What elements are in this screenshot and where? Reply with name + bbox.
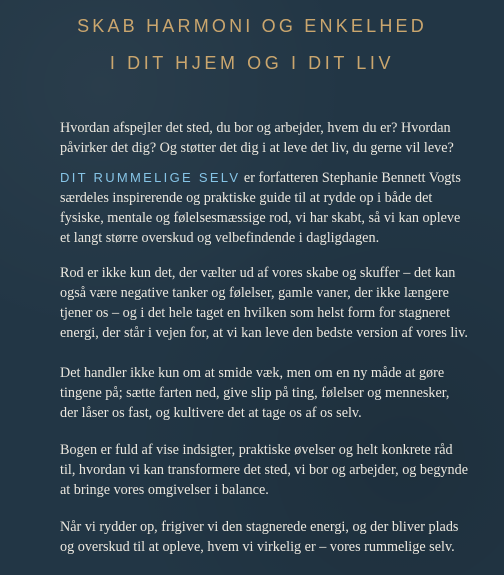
paragraph-intro-text: Hvordan afspejler det sted, du bor og arbejder, hvem du er? Hvordan påvirker det dig? Og støtter det dig i at leve det liv, du gerne vil leve? xyxy=(60,120,454,156)
paragraph-clutter-text: Rod er ikke kun det, der vælter ud af vores skabe og skuffer – det kan også være negative tanker og følelser, gamle vaner, der ikke længere tjener os – og i det hele taget en hvilken som helst form for stagneret energi, der står i vejen for, at vi kan leve den bedste version af vores liv. xyxy=(60,265,468,341)
paragraph-conclusion-text: Når vi rydder op, frigiver vi den stagnerede energi, og der bliver plads og overskud til at opleve, hvem vi virkelig er – vores rummelige selv. xyxy=(60,519,459,555)
book-description-body: er forfatteren Stephanie Bennett Vogts særdeles inspirerende og praktiske guide til at rydde op i både det fysiske, mentale og følelsesmæssige rod, vi har skabt, så vi kan opleve et langt større overskud og velbefindende i dagligdagen. xyxy=(60,170,461,246)
paragraph-contents xyxy=(60,440,470,500)
paragraph-clutter xyxy=(60,263,470,343)
paragraph-contents-text: Bogen er fuld af vise indsigter, praktiske øvelser og helt konkrete råd til, hvordan vi kan transformere det sted, vi bor og arbejder, og begynde at bringe vores omgivelser i balance. xyxy=(60,442,468,498)
book-title-accent: DIT RUMMELIGE SELV xyxy=(60,170,241,185)
paragraph-method xyxy=(60,363,470,423)
paragraph-method-text: Det handler ikke kun om at smide væk, men om en ny måde at gøre tingene på; sætte farten ned, give slip på ting, følelser og mennesker, der låser os fast, og kultivere det at tage os af os selv. xyxy=(60,365,450,421)
headline-line-2: I DIT HJEM OG I DIT LIV xyxy=(109,53,395,73)
paragraph-book-description xyxy=(60,168,470,248)
paragraph-book-description-text xyxy=(60,168,470,248)
paragraph-intro xyxy=(60,118,470,158)
headline-line-1: SKAB HARMONI OG ENKELHED xyxy=(77,16,427,36)
paragraph-conclusion xyxy=(60,517,470,557)
